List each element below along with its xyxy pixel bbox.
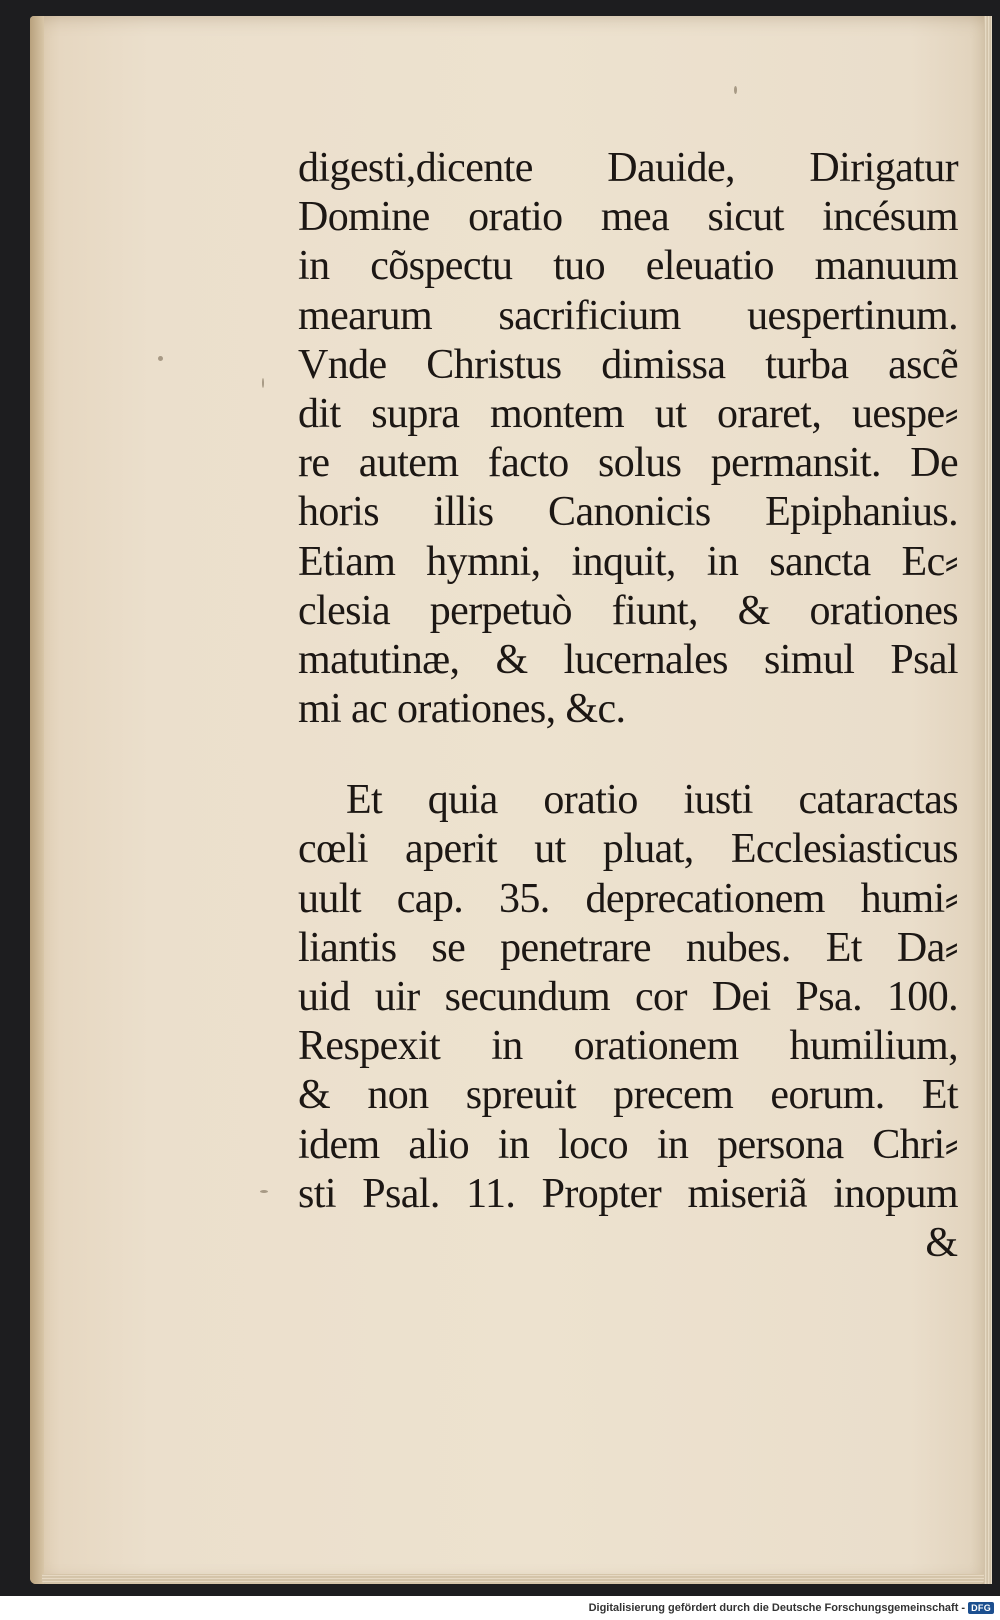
dfg-logo-icon: DFG <box>968 1602 994 1614</box>
text-line: uid uir secundum cor Dei Psa. 100. <box>298 974 958 1020</box>
text-line: in cõspectu tuo eleuatio manuum <box>298 243 958 290</box>
body-text <box>298 144 958 1268</box>
text-line: cœli aperit ut pluat, Ecclesiasticus <box>298 826 958 873</box>
paper-speck <box>262 378 264 388</box>
paragraph-gap <box>298 734 958 776</box>
text-line: Etiam hymni, inquit, in sancta Ec⸗ <box>298 538 958 585</box>
text-line: & non spreuit precem eorum. Et <box>298 1072 958 1119</box>
catchword: & <box>925 1219 958 1266</box>
page-spine <box>30 16 44 1584</box>
credit-text: Digitalisierung gefördert durch die Deutsche Forschungsgemeinschaft - <box>588 1602 966 1614</box>
digitization-credit <box>589 1600 994 1616</box>
text-line: idem alio in loco in persona Chri⸗ <box>298 1121 958 1168</box>
text-line: clesia perpetuò fiunt, & orationes <box>298 587 958 634</box>
text-line: Et quia oratio iusti cataractas <box>346 777 958 824</box>
page-edge-bottom <box>42 1574 984 1584</box>
text-line: liantis se penetrare nubes. Et Da⸗ <box>298 924 958 971</box>
text-line: matutinæ, & lucernales simul Psal <box>298 636 958 683</box>
text-line: Vnde Christus dimissa turba ascẽ <box>298 341 958 388</box>
text-line: mearum sacrificium uespertinum. <box>298 292 958 339</box>
paper-speck <box>734 86 737 94</box>
paragraph-1 <box>298 144 958 734</box>
text-line: re autem facto solus permansit. De <box>298 440 958 487</box>
text-line: horis illis Canonicis Epiphanius. <box>298 489 958 536</box>
text-line: dit supra montem ut oraret, uespe⸗ <box>298 390 958 437</box>
page-edge-right <box>984 16 992 1584</box>
text-line: Domine oratio mea sicut incésum <box>298 194 958 241</box>
text-line: mi ac orationes, &c. <box>298 686 626 733</box>
text-line: sti Psal. 11. Propter miseriã inopum <box>298 1170 958 1217</box>
text-line: Respexit in orationem humilium, <box>298 1023 958 1070</box>
text-line: digesti,dicente Dauide, Dirigatur <box>298 145 958 191</box>
paper-speck <box>158 356 163 361</box>
book-page <box>30 16 992 1584</box>
paragraph-2 <box>298 776 958 1219</box>
text-line: uult cap. 35. deprecationem humi⸗ <box>298 875 958 922</box>
paper-speck <box>260 1190 268 1193</box>
